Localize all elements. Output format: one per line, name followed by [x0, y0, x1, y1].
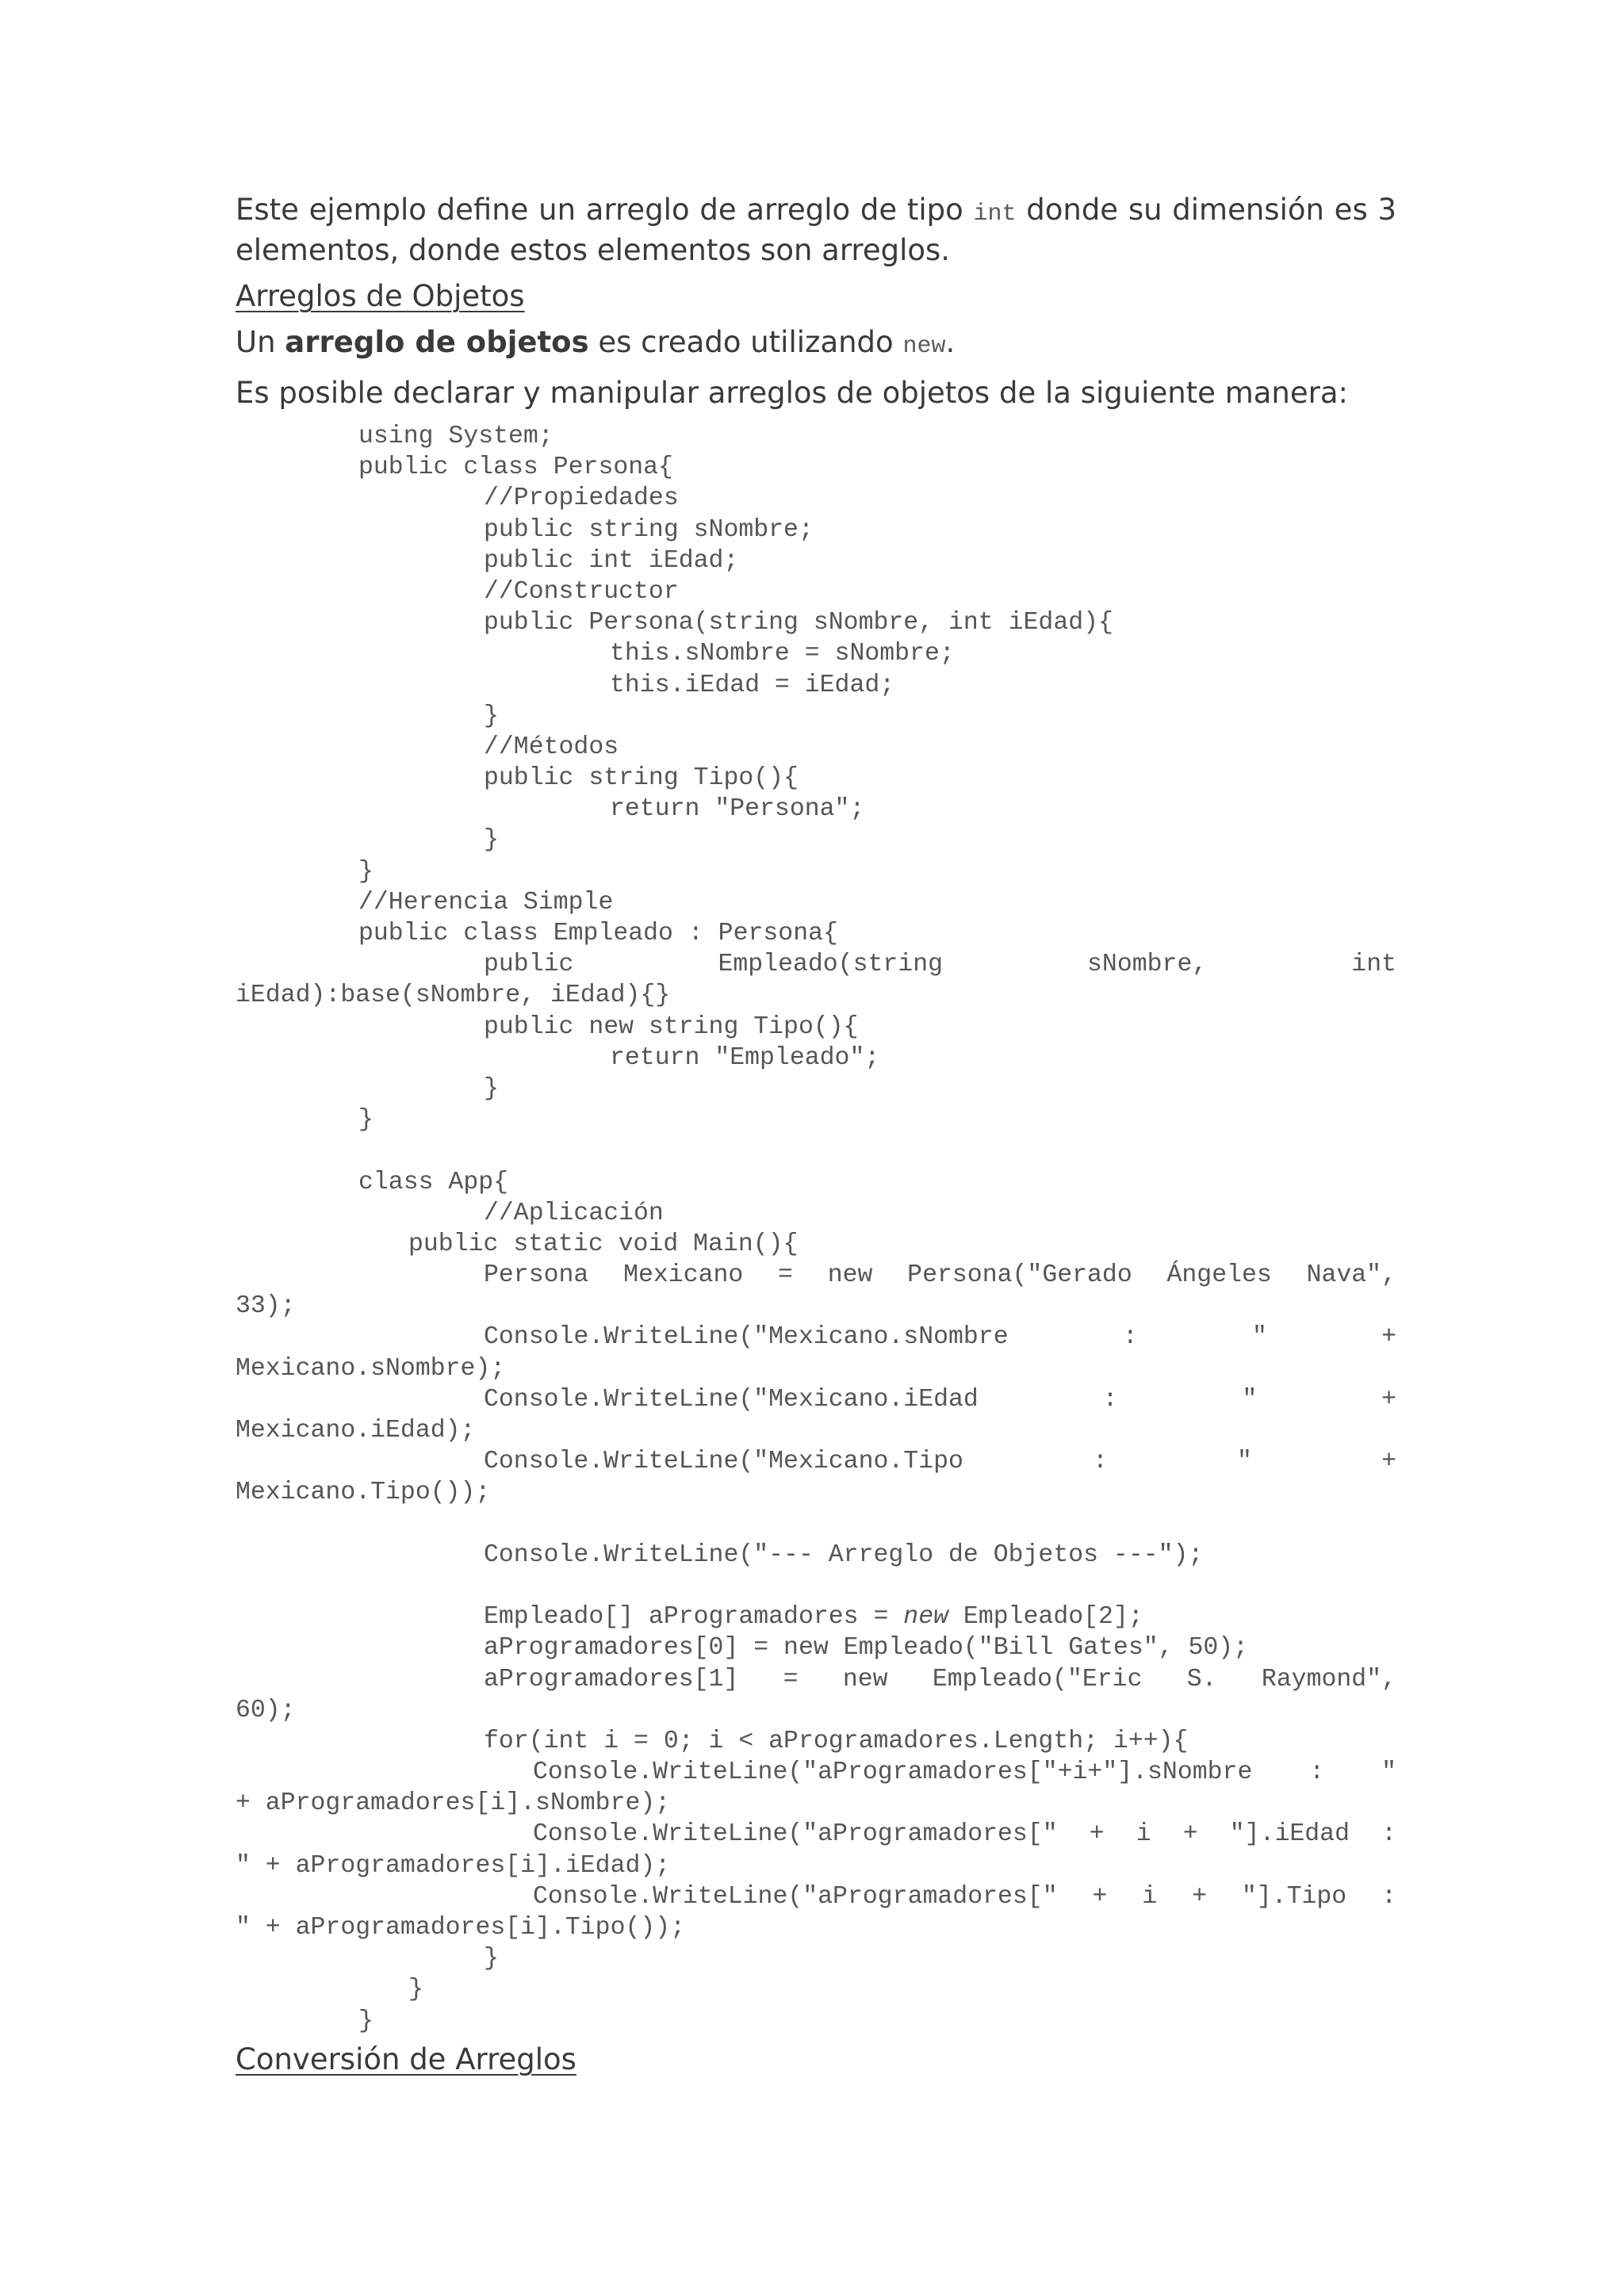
code-line: return "Persona"; [610, 795, 865, 824]
code-line: //Métodos [484, 733, 619, 761]
code-line: this.iEdad = iEdad; [610, 671, 895, 699]
code-line: aProgramadores[1] = new Empleado("Eric S. Raymond", [484, 1665, 1396, 1693]
code-line: " + aProgramadores[i].iEdad); [236, 1851, 671, 1880]
intro-text-before: Este ejemplo define un arreglo de arreglo de tipo [236, 193, 974, 227]
code-line: Console.WriteLine("aProgramadores[" + i + "].iEdad : [533, 1820, 1396, 1849]
code-line: } [484, 702, 499, 730]
intro-paragraph [236, 192, 1396, 268]
code-line: //Propiedades [484, 484, 679, 513]
code-line: //Herencia Simple [358, 888, 614, 916]
code-line: using System; [358, 423, 553, 450]
code-line: public static void Main(){ [408, 1230, 799, 1258]
code-line: public Persona(string sNombre, int iEdad){ [484, 609, 1113, 637]
code-line: public class Empleado : Persona{ [358, 920, 838, 947]
section-heading-conversion-de-arreglos: Conversión de Arreglos [236, 2042, 576, 2076]
code-line: Mexicano.sNombre); [236, 1354, 506, 1383]
declaration-paragraph: Es posible declarar y manipular arreglos de objetos de la siguiente manera: [236, 376, 1348, 410]
code-line: } [358, 857, 373, 886]
code-fragment: Empleado[] aProgramadores = [484, 1603, 904, 1632]
code-line: Mexicano.Tipo()); [236, 1479, 491, 1507]
code-line: Console.WriteLine("aProgramadores[" + i + "].Tipo : [533, 1882, 1396, 1911]
bold-term: arreglo de objetos [285, 325, 589, 359]
code-blank-line [236, 1135, 1396, 1166]
code-line: Console.WriteLine("Mexicano.sNombre : " + [484, 1323, 1396, 1352]
code-line: public new string Tipo(){ [484, 1012, 859, 1041]
document-page [236, 192, 1396, 2087]
code-line: //Constructor [484, 577, 679, 606]
code-line: + aProgramadores[i].sNombre); [236, 1789, 671, 1818]
code-line [236, 1601, 1396, 1632]
inline-code-int: int [973, 201, 1017, 228]
code-line: class App{ [358, 1168, 509, 1196]
definition-suffix: . [945, 325, 956, 359]
code-fragment: Empleado[2]; [948, 1603, 1143, 1632]
code-line: public string Tipo(){ [484, 764, 799, 793]
code-line: Console.WriteLine("--- Arreglo de Objetos ---"); [484, 1540, 1204, 1569]
code-line: Console.WriteLine("Mexicano.iEdad : " + [484, 1385, 1396, 1414]
code-line: } [484, 1945, 499, 1973]
code-line: iEdad):base(sNombre, iEdad){} [236, 982, 671, 1010]
code-line: 33); [236, 1292, 296, 1321]
code-line: } [358, 2007, 373, 2035]
code-line: Persona Mexicano = new Persona("Gerado Ángeles Nava", [484, 1261, 1396, 1290]
code-line: " + aProgramadores[i].Tipo()); [236, 1914, 686, 1942]
code-block [236, 421, 1396, 2037]
code-line: this.sNombre = sNombre; [610, 640, 955, 668]
code-line: } [358, 1106, 373, 1135]
code-line: } [484, 826, 499, 855]
definition-prefix: Un [236, 325, 285, 359]
code-blank-line [236, 1571, 1396, 1601]
definition-middle: es creado utilizando [588, 325, 903, 359]
definition-paragraph [236, 324, 1396, 365]
code-line: //Aplicación [484, 1199, 664, 1227]
code-line: public string sNombre; [484, 515, 814, 544]
code-line: 60); [236, 1696, 296, 1724]
code-line: return "Empleado"; [610, 1043, 880, 1072]
code-line: aProgramadores[0] = new Empleado("Bill Gates", 50); [484, 1634, 1249, 1663]
code-line: Console.WriteLine("Mexicano.Tipo : " + [484, 1448, 1396, 1476]
code-line: Mexicano.iEdad); [236, 1417, 476, 1445]
code-keyword-new-italic: new [903, 1603, 949, 1632]
code-line: public int iEdad; [484, 546, 739, 575]
inline-code-new: new [902, 333, 946, 360]
code-blank-line [236, 1509, 1396, 1540]
code-line: } [484, 1074, 499, 1103]
section-heading-arreglos-de-objetos: Arreglos de Objetos [236, 279, 525, 313]
intro-text-after: donde su dimensión es 3 elementos, donde estos elementos son arreglos. [236, 193, 1396, 267]
code-line: Console.WriteLine("aProgramadores["+i+"].sNombre : " [533, 1758, 1396, 1787]
code-line: public Empleado(string sNombre, int [484, 951, 1396, 979]
code-line: } [408, 1976, 423, 2004]
code-line: public class Persona{ [358, 453, 673, 482]
code-line: for(int i = 0; i < aProgramadores.Length; i++){ [484, 1727, 1189, 1755]
